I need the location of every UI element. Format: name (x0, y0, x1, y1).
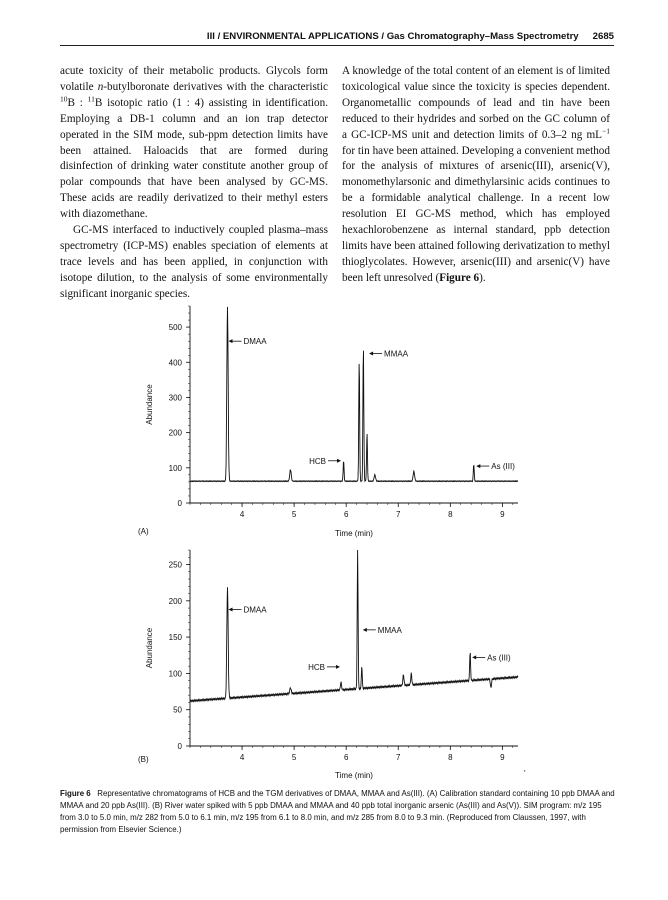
y-tick-label: 100 (168, 463, 182, 473)
figure-reference[interactable]: Figure 6 (439, 271, 480, 284)
peak-label: HCB (308, 662, 325, 672)
panel-label: (A) (138, 527, 149, 536)
peak-label: MMAA (384, 349, 409, 359)
peak-label: As (III) (487, 653, 511, 663)
y-tick-label: 0 (177, 742, 182, 751)
y-tick-label: 50 (173, 705, 182, 715)
y-tick-label: 400 (168, 358, 182, 368)
y-tick-label: 250 (168, 560, 182, 570)
arrowhead (363, 628, 367, 632)
peak-label: DMAA (243, 605, 267, 615)
text-run: ). (479, 271, 486, 284)
text-run: A knowledge of the total content of an element is of limited toxicological value since the toxicity is species dependent. Organometallic compounds of lead and tin have been reduced to their hydrides and sorbed on the GC column of a GC-ICP-MS unit and detection limits of 0.3–2 ng mL (342, 65, 610, 141)
caption-label: Figure 6 (60, 789, 91, 798)
peak-label: HCB (309, 456, 327, 466)
x-tick-label: 7 (396, 753, 401, 762)
x-tick-label: 7 (396, 510, 401, 519)
arrowhead (472, 655, 476, 659)
arrowhead (336, 665, 340, 669)
y-tick-label: 200 (168, 596, 182, 606)
caption-text: Representative chromatograms of HCB and the TGM derivatives of DMAA, MMAA and As(III). (A) Calibration standard containing 10 ppb DMAA and MMAA and 20 ppb As(III). (B) River water spiked with 5 ppb DMAA and MMAA and 40 ppb total inorganic arsenic (As(III) and As(V)). SIM program: m/z 195 from 3.0 to 5.0 min, m/z 282 from 5.0 to 6.1 min, m/z 195 from 6.1 to 8.0 min, and m/z 285 from 8.0 to 9.3 min. (Reproduced from Claussen, 1997, with permission from Elsevier Science.) (60, 789, 615, 834)
y-tick-label: 500 (168, 323, 182, 333)
x-tick-label: 4 (239, 510, 245, 519)
y-axis-label: Abundance (145, 627, 154, 669)
y-tick-label: 0 (177, 499, 182, 508)
x-tick-label: 9 (500, 753, 505, 762)
text-run: -butylboronate derivatives with the characteristic (103, 80, 328, 93)
superscript: 11 (87, 94, 95, 104)
y-tick-label: 150 (168, 633, 182, 643)
chromatogram-panel-b (186, 550, 518, 750)
chromatogram-trace (190, 550, 518, 702)
superscript: −1 (602, 125, 610, 135)
y-tick-label: 100 (168, 669, 182, 679)
x-tick-label: 8 (448, 510, 453, 519)
text-run: B : (67, 96, 88, 109)
x-tick-label: 9 (500, 510, 505, 519)
x-tick-label: 6 (343, 510, 349, 519)
arrowhead (337, 459, 341, 463)
arrowhead (369, 351, 373, 355)
arrowhead (228, 608, 232, 612)
y-tick-label: 300 (168, 393, 182, 403)
superscript: 10 (60, 94, 68, 104)
y-tick-label: 200 (168, 428, 182, 438)
text-run: acute toxicity of their metabolic products. Glycols form volatile (60, 65, 328, 93)
text-run: B isotopic ratio (1 : 4) assisting in identification. Employing a DB-1 column and an ion trap detector operated in the SIM mode, sub-ppm detection limits have been attained. Haloacids that are formed during disinfection of drinking water constitute another group of polar compounds that have been analysed by GC-MS. These acids are readily derivatized to their methyl esters with diazomethane. (60, 96, 328, 221)
x-axis-label: Time (min) (335, 771, 373, 780)
stray-mark: ' (524, 769, 526, 778)
panel-label: (B) (138, 755, 149, 764)
chromatogram-panel-a (186, 306, 518, 507)
chromatogram-trace (190, 307, 518, 482)
peak-label: DMAA (243, 337, 267, 347)
running-head-title: III / ENVIRONMENTAL APPLICATIONS / Gas Chromatography–Mass Spectrometry (206, 31, 579, 42)
x-tick-label: 8 (448, 753, 453, 762)
x-tick-label: 6 (343, 753, 349, 762)
x-tick-label: 5 (291, 510, 297, 519)
x-tick-label: 5 (291, 753, 297, 762)
y-axis-label: Abundance (145, 384, 154, 425)
arrowhead (228, 339, 232, 343)
figure-caption (60, 788, 616, 836)
peak-label: MMAA (377, 625, 402, 635)
x-tick-label: 4 (239, 753, 245, 762)
left-paragraph-2: GC-MS interfaced to inductively coupled plasma–mass spectrometry (ICP-MS) enables speciation of elements at trace levels and has been applied, in conjunction with isotope dilution, to the analysis of some environmentally significant inorganic species. (60, 224, 328, 300)
arrowhead (476, 464, 480, 468)
peak-label: As (III) (491, 462, 515, 472)
page-number: 2685 (592, 31, 614, 42)
text-run: for tin have been attained. Developing a convenient method for the analysis of mixtures of arsenic(III), arsenic(V), monomethylarsonic and dimethylarsinic acids continues to be a formidable analytical challenge. In a recent low resolution EI GC-MS method, which has employed hexachlorobenzene as internal standard, ppb detection limits have been attained following derivatization to methyl thioglycolates. However, arsenic(III) and arsenic(V) have been left unresolved ( (342, 144, 610, 284)
text-run-italic: n (97, 80, 104, 93)
x-axis-label: Time (min) (335, 529, 373, 538)
